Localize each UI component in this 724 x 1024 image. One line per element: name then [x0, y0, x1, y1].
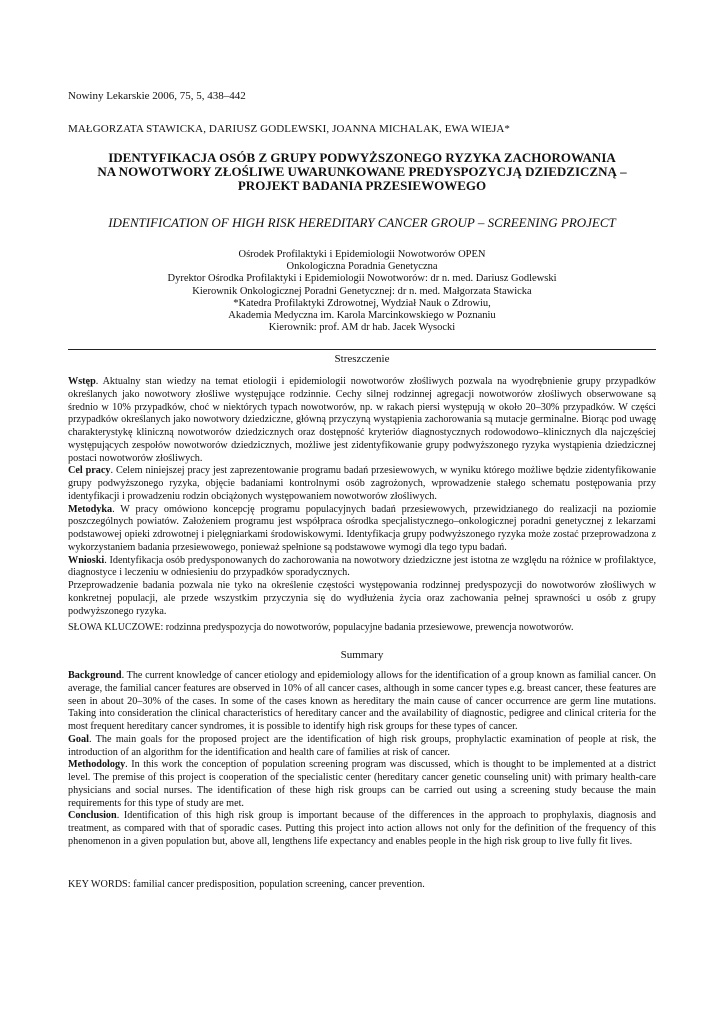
goal-paragraph	[68, 734, 656, 760]
methodology-text: . In this work the conception of population screening program was discussed, which is thought to be implemented at a district level. The premise of this project is cooperation of the specialistic center (hereditary cancer genetic counseling unit) with primary health-care physicians and social nurses. The identification of these high risk groups can be carried out using a screening study because the main requirements for this type of study are met.	[68, 759, 656, 809]
cel-label: Cel pracy	[68, 465, 111, 477]
methodology-label: Methodology	[68, 759, 126, 771]
affiliation-line: *Katedra Profilaktyki Zdrowotnej, Wydział Nauk o Zdrowiu,	[233, 297, 491, 309]
conclusion-text: . Identification of this high risk group is important because of the differences in the approach to prophylaxis, diagnosis and treatment, as compared with that of sporadic cases. Putting this project into action allows not only for the definition of the frequency of this phenomenon in a given population but, above all, lengthens life expectancy and enables people in the high risk group to live fully fit lives.	[68, 810, 656, 847]
methodology-paragraph	[68, 759, 656, 810]
polish-title	[68, 151, 656, 193]
streszczenie-body	[68, 376, 656, 618]
goal-label: Goal	[68, 733, 89, 745]
english-title: IDENTIFICATION OF HIGH RISK HEREDITARY CANCER GROUP – SCREENING PROJECT	[108, 215, 616, 230]
affiliation-line: Kierownik: prof. AM dr hab. Jacek Wysocki	[268, 322, 456, 334]
streszczenie-heading: Streszczenie	[334, 353, 390, 365]
wstep-label: Wstęp	[68, 376, 96, 387]
extra-paragraph: Przeprowadzenie badania pozwala nie tyko na określenie częstości występowania rodzinnej predyspozycji do nowotworów złośliwych w konkretnej populacji, ale przede wszystkim przyczynia się do wydłużenia życia oraz zachowania pełnej sprawności u osób z grupy podwyższonego ryzyka.	[68, 580, 656, 617]
polish-title-line: PROJEKT BADANIA PRZESIEWOWEGO	[237, 178, 487, 193]
wnioski-text: . Identyfikacja osób predysponowanych do zachorowania na nowotwory dziedziczne jest istotna ze względu na różnice w profilaktyce, diagnostyce i leczeniu w odniesieniu do przypadków sporadycznych.	[68, 554, 656, 579]
polish-title-line: NA NOWOTWORY ZŁOŚLIWE UWARUNKOWANE PREDYSPOZYCJĄ DZIEDZICZNĄ –	[97, 164, 627, 179]
affiliation	[68, 249, 656, 334]
divider	[68, 349, 656, 350]
authors: MAŁGORZATA STAWICKA, DARIUSZ GODLEWSKI, JOANNA MICHALAK, EWA WIEJA*	[68, 123, 510, 135]
conclusion-paragraph	[68, 810, 656, 848]
cel-text: . Celem niniejszej pracy jest zaprezentowanie programu badań przesiewowych, w wyniku którego możliwe będzie zidentyfikowanie grupy podwyższonego ryzyka, objęcie badaniami kontrolnymi osób zagrożonych, wprowadzenie stałego schematu postępowania przy identyfikacji i prowadzeniu rodzin obciążonych występowaniem nowotworów złośliwych.	[68, 465, 656, 502]
conclusion-label: Conclusion	[68, 810, 117, 822]
affiliation-line: Akademia Medyczna im. Karola Marcinkowskiego w Poznaniu	[228, 310, 496, 322]
wnioski-paragraph	[68, 555, 656, 581]
metodyka-paragraph	[68, 504, 656, 555]
wstep-text: . Aktualny stan wiedzy na temat etiologii i epidemiologii nowotworów złośliwych pozwala na wyodrębnienie grupy przypadków określanych jako nowotwory złośliwe występujące rodzinnie. Cechy silnej rodzinnej agregacji nowotworów złośliwych obserwowane są średnio w 10% przypadków, choć w niektórych typach nowotworów, np. w rakach piersi występują w około 20–30% przypadków. W części przypadków określanych jako nowotwory dziedziczne, główną przyczyną wystąpienia zachorowania są mutacje germinalne. Biorąc pod uwagę charakterystykę kliniczną nowotworów dziedzicznych oraz dostępność kryteriów diagnostycznych rodowodowo–klinicznych dla najczęściej występujących zespołów nowotworów dziedzicznych, możliwe jest zidentyfikowanie grupy podwyższonego ryzyka wystąpienia dziedzicznej postaci nowotworów złośliwych.	[68, 376, 656, 464]
affiliation-line: Kierownik Onkologicznej Poradni Genetycznej: dr n. med. Małgorzata Stawicka	[192, 285, 532, 297]
summary-body	[68, 670, 656, 849]
polish-title-line: IDENTYFIKACJA OSÓB Z GRUPY PODWYŻSZONEGO RYZYKA ZACHOROWANIA	[108, 150, 616, 165]
polish-keywords: SŁOWA KLUCZOWE: rodzinna predyspozycja do nowotworów, populacyjne badania przesiewowe, prewencja nowotworów.	[68, 622, 574, 633]
cel-paragraph	[68, 465, 656, 503]
affiliation-line: Dyrektor Ośrodka Profilaktyki i Epidemiologii Nowotworów: dr n. med. Dariusz Godlewski	[167, 273, 557, 285]
background-paragraph	[68, 670, 656, 734]
goal-text: . The main goals for the proposed project are the identification of high risk groups, prophylactic examination of people at risk, the introduction of an algorithm for the identification and health care of families at risk of cancer.	[68, 733, 656, 758]
background-label: Background	[68, 670, 122, 681]
wstep-paragraph	[68, 376, 656, 465]
summary-heading: Summary	[340, 649, 384, 661]
metodyka-label: Metodyka	[68, 503, 113, 515]
background-text: . The current knowledge of cancer etiology and epidemiology allows for the identification of a group known as familial cancer. On average, the familial cancer features are observed in 10% of all cancer cases, although in some cancer types e.g. breast cancer, these features are seen in about 20–30% of the cases. In some of the cases known as hereditary the main cause of cancer occurrence are germ line mutations. Taking into consideration the clinical characteristics of hereditary cancer and the availability of diagnostic, pedigree and clinical criteria for the most frequent hereditary cancer syndromes, it is possible to identify high risk groups for these types of cancer.	[68, 670, 656, 732]
affiliation-line: Onkologiczna Poradnia Genetyczna	[286, 261, 438, 273]
wnioski-label: Wnioski	[68, 554, 105, 566]
affiliation-line: Ośrodek Profilaktyki i Epidemiologii Nowotworów OPEN	[238, 249, 486, 260]
english-keywords: KEY WORDS: familial cancer predisposition, population screening, cancer prevention.	[68, 879, 425, 890]
metodyka-text: . W pracy omówiono koncepcję programu populacyjnych badań przesiewowych, przewidzianego do realizacji na poziomie poszczególnych powiatów. Założeniem programu jest współpraca ośrodka specjalistycznego–onkologicznej poradni genetycznej z lekarzami podstawowej opieki zdrowotnej i pielęgniarkami środowiskowymi. Identyfikacja grupy podwyższonego ryzyka może zostać przeprowadzona z wykorzystaniem badania przesiewowego, ponieważ spełnione są podstawowe wymogi dla tego typu badań.	[68, 503, 656, 553]
journal-citation: Nowiny Lekarskie 2006, 75, 5, 438–442	[68, 90, 246, 102]
